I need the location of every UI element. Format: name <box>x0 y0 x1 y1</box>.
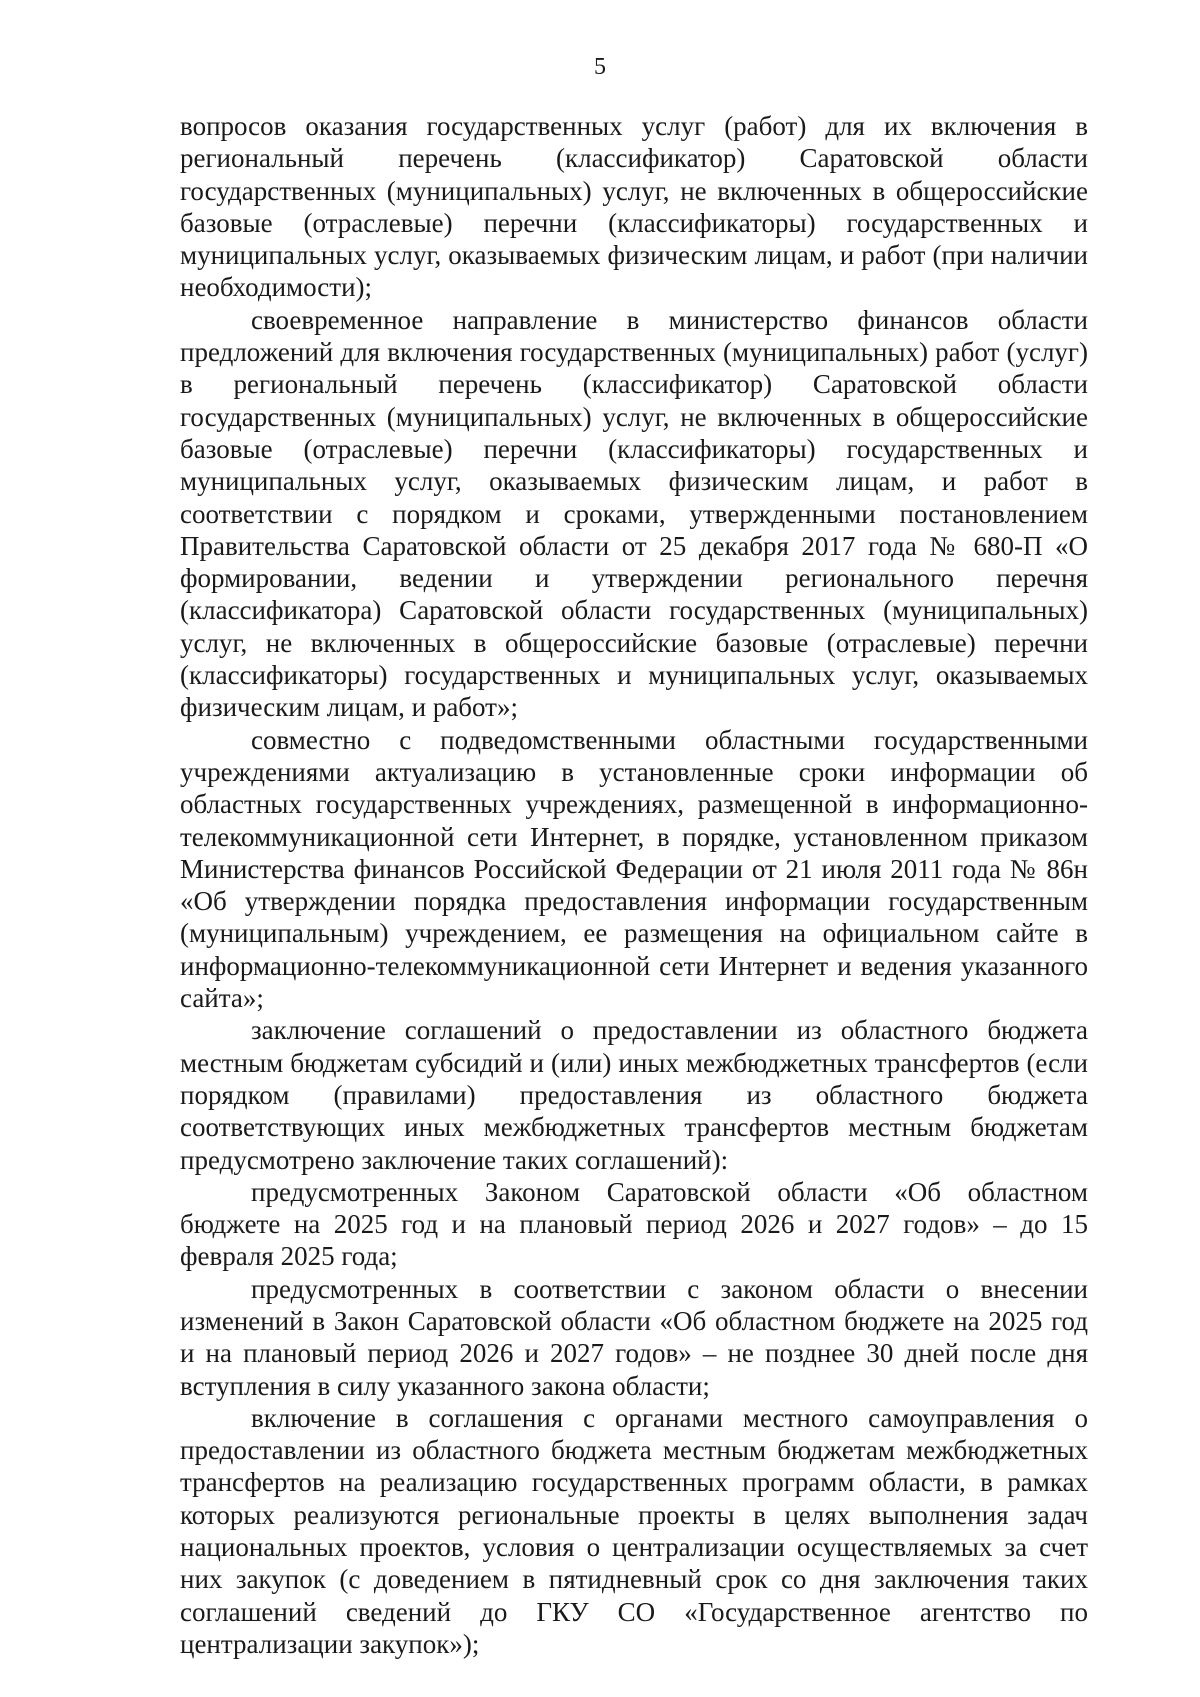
paragraph-timely-submission: своевременное направление в министерство финансов области предложений для включения государственных (муниципальных) работ (услуг) в региональный перечень (классификатор) Саратовской области государственных (муниципальных) услуг, не включенных в общероссийские базовые (отраслевые) перечни (классификаторы) государственных и муниципальных услуг, оказываемых физическим лицам, и работ в соответствии с порядком и сроками, утвержденными постановлением Правительства Саратовской области от 25 декабря 2017 года № 680-П «О формировании, ведении и утверждении регионального перечня (классификатора) Саратовской области государственных (муниципальных) услуг, не включенных в общероссийские базовые (отраслевые) перечни (классификаторы) государственных и муниципальных услуг, оказываемых физическим лицам, и работ»; <box>180 304 1088 723</box>
paragraph-agreements-deadline-amendments: предусмотренных в соответствии с законом области о внесении изменений в Закон Саратовской области «Об областном бюджете на 2025 год и на плановый период 2026 и 2027 годов» – не позднее 30 дней после дня вступления в силу указанного закона области; <box>180 1273 1088 1401</box>
paragraph-info-update: совместно с подведомственными областными государственными учреждениями актуализацию в установленные сроки информации об областных государственных учреждениях, размещенной в информационно-телекоммуникационной сети Интернет, в порядке, установленном приказом Министерства финансов Российской Федерации от 21 июля 2011 года № 86н «Об утверждении порядка предоставления информации государственным (муниципальным) учреждением, ее размещения на официальном сайте в информационно-телекоммуникационной сети Интернет и ведения указанного сайта»; <box>180 724 1088 1014</box>
paragraph-agreements-deadline-law: предусмотренных Законом Саратовской области «Об областном бюджете на 2025 год и на плановый период 2026 и 2027 годов» – до 15 февраля 2025 года; <box>180 1176 1088 1272</box>
paragraph-agreements: заключение соглашений о предоставлении из областного бюджета местным бюджетам субсидий и (или) иных межбюджетных трансфертов (если порядком (правилами) предоставления из областного бюджета соответствующих иных межбюджетных трансфертов местным бюджетам предусмотрено заключение таких соглашений): <box>180 1015 1088 1175</box>
page-number: 5 <box>594 54 606 80</box>
paragraph-procurement-centralization: включение в соглашения с органами местного самоуправления о предоставлении из областного бюджета местным бюджетам межбюджетных трансфертов на реализацию государственных программ области, в рамках которых реализуются региональные проекты в целях выполнения задач национальных проектов, условия о централизации осуществляемых за счет них закупок (с доведением в пятидневный срок со дня заключения таких соглашений сведений до ГКУ СО «Государственное агентство по централизации закупок»); <box>180 1402 1088 1659</box>
paragraph-continuation: вопросов оказания государственных услуг (работ) для их включения в региональный перечень (классификатор) Саратовской области государственных (муниципальных) услуг, не включенных в общероссийские базовые (отраслевые) перечни (классификаторы) государственных и муниципальных услуг, оказываемых физическим лицам, и работ (при наличии необходимости); <box>180 111 1088 303</box>
document-body <box>180 110 1088 1660</box>
